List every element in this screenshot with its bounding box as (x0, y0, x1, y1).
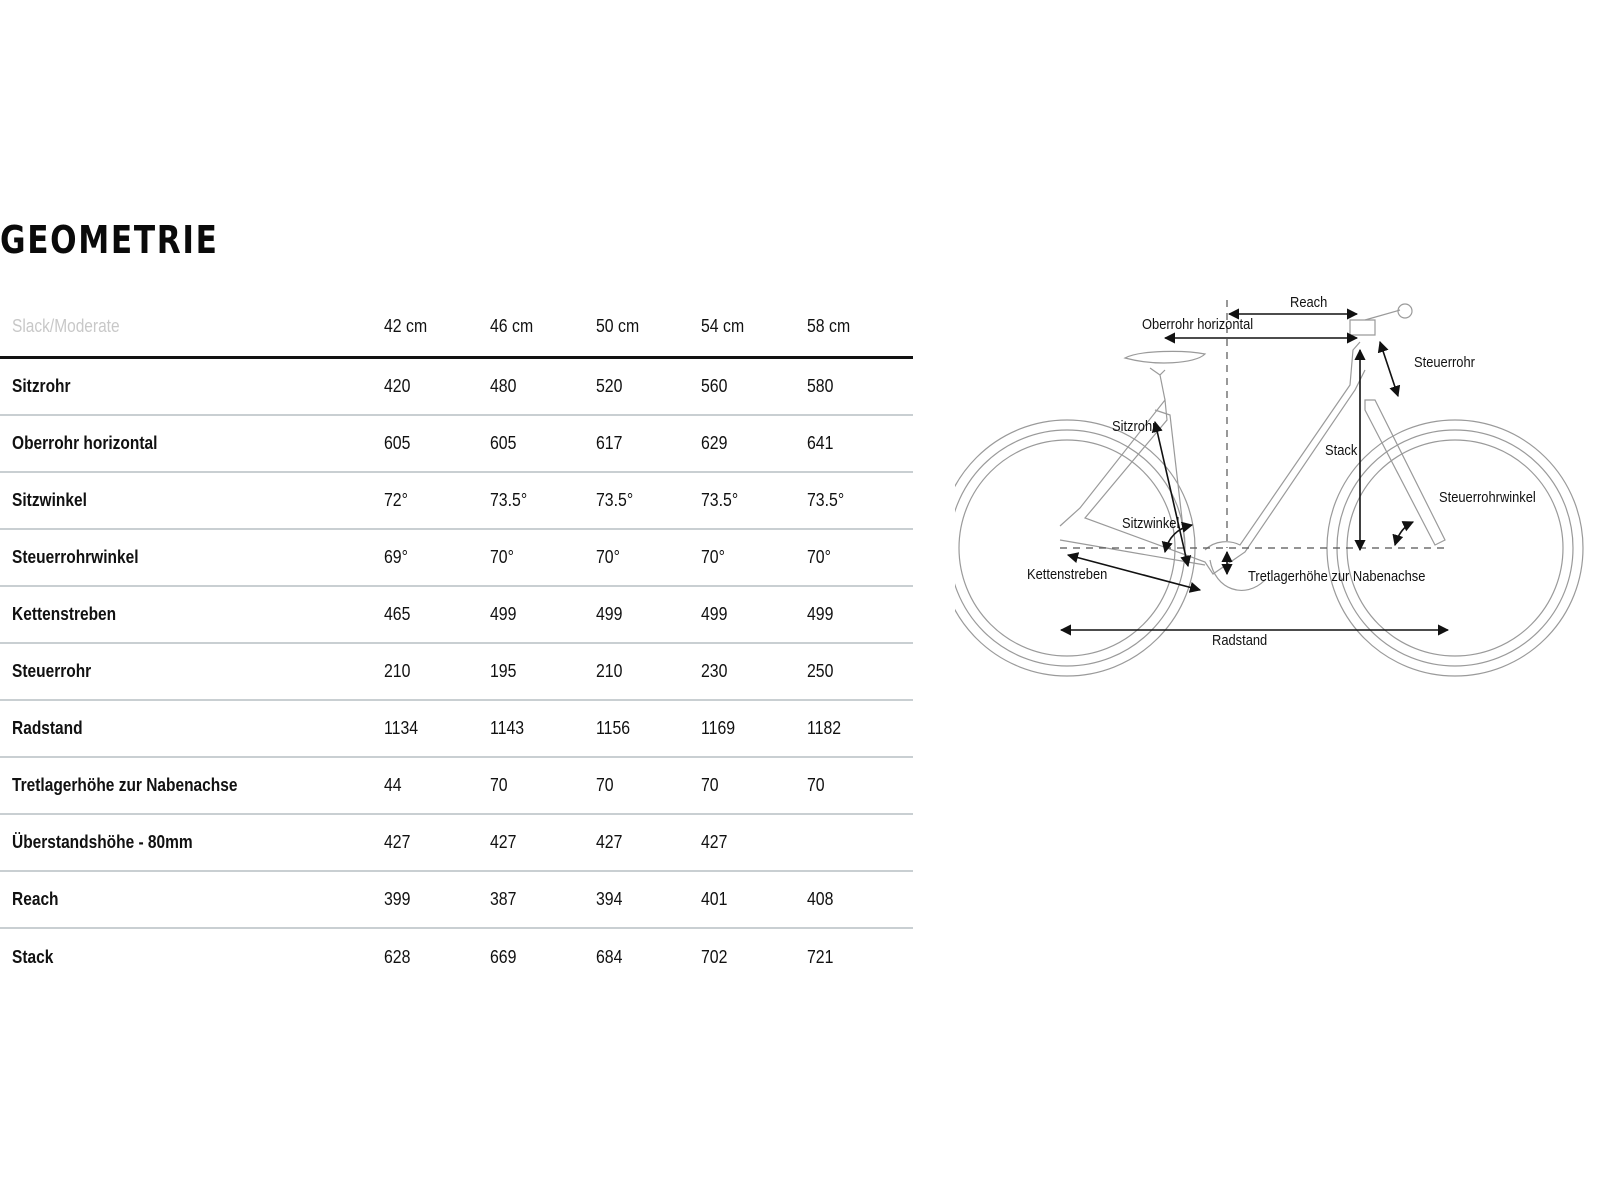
table-cell: 465 (384, 604, 411, 624)
table-row (0, 815, 913, 872)
row-label: Radstand (12, 718, 83, 738)
table-cell: 408 (807, 889, 834, 909)
table-cell: 480 (489, 376, 517, 396)
table-cell: 1169 (701, 718, 736, 738)
table-cell: 210 (595, 661, 623, 681)
table-cell: 684 (595, 947, 623, 967)
table-cell: 641 (807, 433, 834, 453)
table-cell: 399 (384, 889, 411, 909)
table-cell: 70° (807, 547, 832, 567)
table-cell: 499 (701, 604, 728, 624)
table-cell: 44 (384, 775, 402, 795)
diagram-label-stack: Stack (1325, 442, 1358, 459)
table-cell: 250 (807, 661, 834, 681)
table-cell: 70 (701, 775, 720, 795)
table-cell: 70° (595, 547, 620, 567)
table-cell: 210 (384, 661, 411, 681)
diagram-label-bb-drop: Tretlagerhöhe zur Nabenachse (1248, 568, 1426, 585)
table-cell: 1156 (595, 718, 630, 738)
row-label: Stack (12, 947, 54, 967)
table-cell: 605 (489, 433, 517, 453)
table-cell: 195 (489, 661, 517, 681)
row-label: Kettenstreben (12, 604, 117, 624)
table-cell: 427 (489, 832, 517, 852)
table-cell: 70 (595, 775, 614, 795)
size-header: 46 cm (489, 315, 533, 336)
table-row (0, 416, 913, 473)
table-row (0, 530, 913, 587)
table-cell: 702 (701, 947, 728, 967)
diagram-label-wheelbase: Radstand (1212, 632, 1268, 649)
table-cell: 617 (595, 433, 623, 453)
row-label: Sitzrohr (12, 376, 71, 396)
table-cell: 1143 (489, 718, 524, 738)
table-cell: 73.5° (807, 490, 845, 510)
table-cell: 499 (489, 604, 517, 624)
diagram-label-head-angle: Steuerrohrwinkel (1439, 489, 1536, 506)
size-header: 50 cm (595, 315, 639, 336)
table-row (0, 644, 913, 701)
geometry-table (0, 296, 913, 986)
table-cell: 70° (489, 547, 514, 567)
table-cell: 499 (595, 604, 623, 624)
table-cell: 73.5° (489, 490, 527, 510)
table-cell: 721 (807, 947, 834, 967)
table-cell: 427 (701, 832, 728, 852)
table-cell: 401 (701, 889, 728, 909)
table-cell: 628 (384, 947, 411, 967)
table-cell: 230 (701, 661, 728, 681)
table-cell: 1134 (384, 718, 419, 738)
row-label: Überstandshöhe - 80mm (12, 832, 193, 852)
row-label: Tretlagerhöhe zur Nabenachse (12, 775, 238, 795)
diagram-label-reach: Reach (1290, 294, 1328, 311)
table-cell: 427 (384, 832, 411, 852)
table-cell: 1182 (807, 718, 842, 738)
table-cell: 520 (595, 376, 623, 396)
diagram-label-seat-angle: Sitzwinkel (1122, 515, 1180, 532)
page-title: GEOMETRIE (0, 218, 219, 262)
diagram-label-head-tube: Steuerrohr (1414, 354, 1475, 371)
size-header: 58 cm (807, 315, 851, 336)
size-header: 54 cm (701, 315, 745, 336)
table-cell: 70 (489, 775, 508, 795)
table-row (0, 359, 913, 416)
table-cell: 394 (595, 889, 623, 909)
table-cell: 387 (489, 889, 517, 909)
diagram-label-seat-tube: Sitzrohr (1112, 418, 1157, 435)
table-cell: 69° (384, 547, 408, 567)
table-row (0, 758, 913, 815)
table-header-row (0, 296, 913, 359)
row-label: Reach (12, 889, 59, 909)
row-label: Steuerrohrwinkel (12, 547, 139, 567)
table-row (0, 701, 913, 758)
table-cell: 669 (489, 947, 517, 967)
table-cell: 73.5° (701, 490, 739, 510)
geometry-variant-label: Slack/Moderate (12, 315, 120, 336)
table-cell: 499 (807, 604, 834, 624)
table-row (0, 872, 913, 929)
table-cell: 73.5° (595, 490, 633, 510)
table-cell: 70 (807, 775, 825, 795)
row-label: Oberrohr horizontal (12, 433, 158, 453)
table-cell: 427 (595, 832, 623, 852)
table-cell: 605 (384, 433, 411, 453)
size-header: 42 cm (384, 315, 428, 336)
table-row (0, 929, 913, 986)
table-cell: 629 (701, 433, 728, 453)
bike-geometry-diagram (955, 290, 1600, 690)
row-label: Sitzwinkel (12, 490, 87, 510)
table-cell: 580 (807, 376, 834, 396)
table-cell: 72° (384, 490, 408, 510)
row-label: Steuerrohr (12, 661, 92, 681)
table-cell: 70° (701, 547, 726, 567)
diagram-label-chainstays: Kettenstreben (1027, 566, 1108, 583)
table-row (0, 587, 913, 644)
table-row (0, 473, 913, 530)
table-cell: 560 (701, 376, 728, 396)
diagram-label-top-tube: Oberrohr horizontal (1142, 316, 1254, 333)
table-cell: 420 (384, 376, 411, 396)
